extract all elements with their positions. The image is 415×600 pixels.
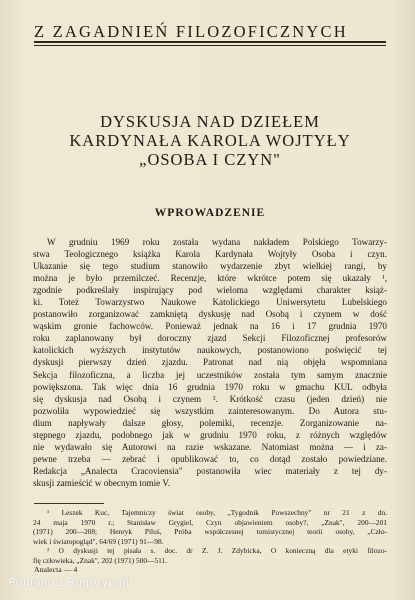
article-title-line: KARDYNAŁA KAROLA WOJTYŁY [69, 131, 351, 150]
footnote-line: 24 maja 1970 r.; Stanisław Grygiel, Czyn objawieniem osoby?, „Znak", 200—201 [33, 517, 387, 527]
article-title-line: DYSKUSJA NAD DZIEŁEM [100, 112, 320, 131]
body-line: dium napływały dalsze głosy, polemiki, recenzje. Zorganizowanie na- [33, 417, 387, 428]
footnote-line: ² O dyskusji tej pisała s. doc. dr Z. J. Zdybicka, O konieczną dla etyki filozo- [47, 546, 387, 556]
body-line: ki. Toteż Towarzystwo Naukowe Katolickiego Uniwersytetu Lubelskiego [33, 297, 387, 308]
body-line: Ukazanie się tego studium stanowiło wydarzenie zbyt wielkiej rangi, by [33, 261, 387, 272]
body-line: skusji zamieścić w obecnym tomie V. [33, 477, 171, 488]
section-heading: Z ZAGADNIEŃ FILOZOFICZNYCH [34, 22, 348, 41]
article-title-line: „OSOBA I CZYN" [139, 150, 281, 169]
body-line: katolickich wyższych instytutów naukowych, postanowiono poświęcić tej [33, 345, 387, 356]
article-title [34, 112, 386, 169]
footnote-line: (1971) 200—208; Henryk Piluś, Próba współczesnej tomistycznej teorii osoby, „Czło- [33, 527, 387, 537]
body-line: wąskim gronie fachowców. Ponieważ jednak na 16 i 17 grudnia 1970 [33, 321, 387, 332]
body-line: roku zaplanowany był doroczny zjazd Sekcji Filozoficznej profesorów [33, 333, 387, 344]
body-line: Redakcja „Analecta Cracoviensia" postanowiła wiec materiały z tej dy- [33, 465, 387, 476]
footnotes [33, 508, 387, 565]
body-line: się dyskusja nad Osobą i czynem ². Krótkość czasu (jeden dzień) nie [33, 393, 387, 404]
body-text [33, 236, 387, 489]
footnote-line: wiek i światopogląd", 64/69 (1971) 91—98. [33, 536, 164, 546]
header-rule [34, 41, 386, 46]
body-line: pozwoliła wypowiedzieć się wszystkim zainteresowanym. Do Autora stu- [33, 405, 387, 416]
body-line: nie wydawało się Autorowi na razie wskazane. Natomiast można — i za- [33, 441, 387, 452]
body-line: można je było przemilczeć. Recenzje, które wkrótce potem się ukazały ¹, [33, 273, 387, 284]
footnote-line: fię człowieka, „Znak", 202 (1971) 500—511. [33, 555, 168, 565]
body-line: stwa Teologicznego książka Karola Kardynała Wojtyły Osoba i czyn. [33, 249, 387, 260]
footnote-line: ¹ Leszek Kuc, Tajemniczy świat osoby, „Tygodnik Powszechny" nr 21 z dn. [47, 508, 387, 517]
page-footer: Analecta — 4 [34, 565, 78, 574]
body-line: Sekcja filozoficzna, a liczba jej uczestników została tym samym znacznie [33, 369, 387, 380]
footnote-rule [34, 503, 104, 504]
body-line: postanowiło zorganizować zamkniętą dyskusję nad Osobą i czynem w dość [33, 309, 387, 320]
body-line: W grudniu 1969 roku została wydana nakładem Polskiego Towarzy- [47, 237, 387, 247]
intro-heading: WPROWADZENIE [154, 207, 266, 219]
body-line: stępnego zjazdu, podobnego jak w grudniu 1970 roku, z różnych względów [33, 429, 387, 440]
body-line: zgodnie podkreślały inspirujący pod wieloma względami charakter książ- [33, 285, 387, 296]
body-line: pewne trzeba — zebrać i opublikować to, co dotąd zostało powiedziane. [33, 453, 387, 464]
watermark: Pobrano z Rogozyp.pl [8, 577, 129, 589]
body-line: powiększona. Tak więc dnia 16 grudnia 1970 roku w gmachu KUL odbyła [33, 381, 387, 392]
body-line: dyskusji pierwszy dzień zjazdu. Patronat nad nią objęła wspomniana [33, 357, 387, 368]
